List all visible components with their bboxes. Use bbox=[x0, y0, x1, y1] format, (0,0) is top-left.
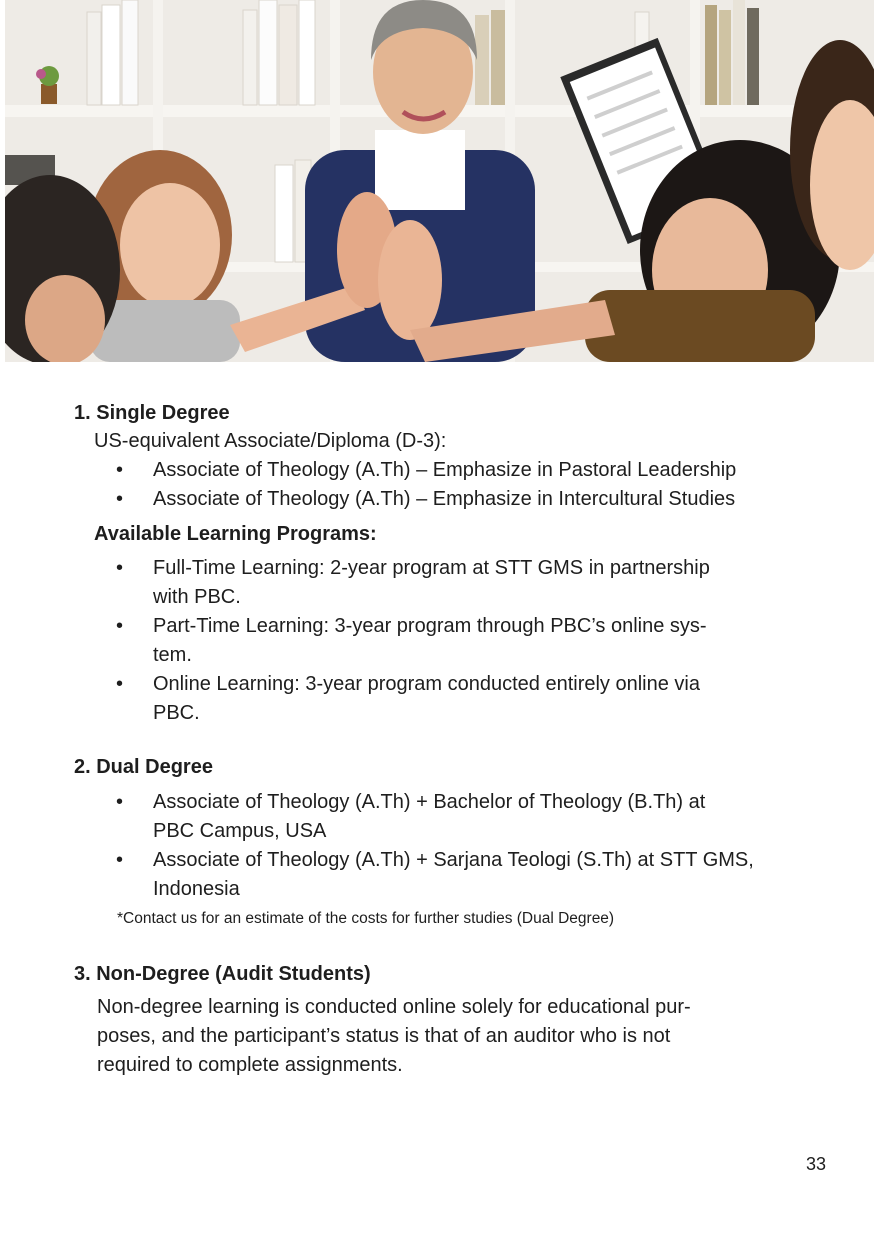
program-item-line2: PBC. bbox=[153, 702, 200, 724]
bullet: • bbox=[116, 615, 124, 637]
bullet: • bbox=[116, 488, 124, 510]
classroom-photo-illustration bbox=[5, 0, 874, 362]
single-degree-subtitle: US-equivalent Associate/Diploma (D-3): bbox=[94, 430, 447, 452]
program-item-line1: Online Learning: 3-year program conducted entirely online via bbox=[153, 673, 700, 695]
non-degree-text-line: required to complete assignments. bbox=[97, 1054, 403, 1076]
degree-item: Associate of Theology (A.Th) – Emphasize in Pastoral Leadership bbox=[153, 459, 737, 481]
non-degree-title: 3. Non-Degree (Audit Students) bbox=[74, 963, 371, 985]
bullet: • bbox=[116, 673, 124, 695]
program-item-line1: Part-Time Learning: 3-year program through PBC’s online sys- bbox=[153, 615, 707, 637]
header-photo bbox=[5, 0, 874, 362]
program-item-line2: with PBC. bbox=[153, 586, 241, 608]
single-degree-title: 1. Single Degree bbox=[74, 402, 230, 424]
dual-item-line1: Associate of Theology (A.Th) + Sarjana Teologi (S.Th) at STT GMS, bbox=[153, 849, 754, 871]
non-degree-text-line: poses, and the participant’s status is that of an auditor who is not bbox=[97, 1025, 671, 1047]
bullet: • bbox=[116, 849, 124, 871]
dual-item-line2: PBC Campus, USA bbox=[153, 820, 327, 842]
page-number: 33 bbox=[806, 1154, 827, 1174]
bullet: • bbox=[116, 459, 124, 481]
dual-item-line2: Indonesia bbox=[153, 878, 240, 900]
program-item-line1: Full-Time Learning: 2-year program at STT GMS in partnership bbox=[153, 557, 710, 579]
programs-heading: Available Learning Programs: bbox=[94, 523, 377, 545]
non-degree-text-line: Non-degree learning is conducted online solely for educational pur- bbox=[97, 996, 691, 1018]
bullet: • bbox=[116, 557, 124, 579]
dual-degree-title: 2. Dual Degree bbox=[74, 756, 213, 778]
bullet: • bbox=[116, 791, 124, 813]
program-item-line2: tem. bbox=[153, 644, 192, 666]
dual-item-line1: Associate of Theology (A.Th) + Bachelor of Theology (B.Th) at bbox=[153, 791, 706, 813]
dual-degree-note: *Contact us for an estimate of the costs for further studies (Dual Degree) bbox=[117, 910, 615, 927]
degree-item: Associate of Theology (A.Th) – Emphasize in Intercultural Studies bbox=[153, 488, 736, 510]
